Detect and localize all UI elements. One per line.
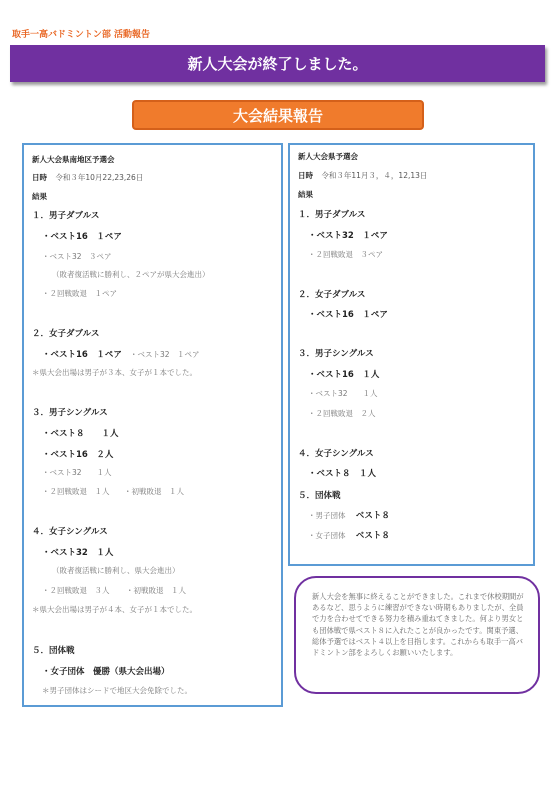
list-item [308,509,390,521]
section-womens-singles: ４．女子シングルス [298,449,374,459]
list-item: ・２回戦敗退 １ペア [42,289,117,298]
list-item: ・ベスト16 １ペア [42,350,122,360]
list-item: ・２回戦敗退 ３ペア [308,250,383,259]
list-item: ・ベスト８ １人 [308,469,377,479]
prefectural-title: 新人大会県予選会 [298,152,358,161]
regional-date [32,172,143,183]
list-item [308,529,390,541]
list-item: ・ベスト16 １ペア [42,232,122,242]
section-mens-singles: ３．男子シングルス [298,349,374,359]
date-value: 令和３年10月22,23,26日 [55,173,144,182]
results-title: 大会結果報告 [132,100,424,130]
list-item: ・ベスト８ １人 [42,429,119,439]
regional-title: 新人大会県南地区予選会 [32,155,115,164]
results-label: 結果 [298,190,313,199]
list-item: ・２回戦敗退 ３人 [42,586,110,595]
section-womens-doubles: ２．女子ダブルス [32,329,100,339]
results-label: 結果 [32,192,47,201]
team-result: ベスト８ [355,511,390,521]
list-item: ・初戦敗退 １人 [124,487,184,496]
list-item: ・ベスト32 ３ペア [42,252,112,261]
list-item: ・ベスト32 １ペア [130,350,200,359]
closing-comment: 新人大会を無事に終えることができました。これまで休校期間があるなど、思うように練習ができない時期もありましたが、全員で力を合わせてできる努力を積み重ねてきました。何より男女とも団体戦で県ベスト８に入れたことが良かったです。関東予選、総体予選ではベスト４以上を目指します。これからも取手一高バドミントン部をよろしくお願いいたします。 [294,576,540,694]
section-team: ５．団体戦 [298,491,341,501]
list-item: ・ベスト32 １人 [42,548,114,558]
list-item: ・女子団体 優勝（県大会出場） [42,667,170,677]
headline-banner: 新人大会が終了しました。 [10,45,545,82]
list-note: （敗者復活戦に勝利し、２ペアが県大会進出） [52,270,210,279]
club-report-header: 取手一高バドミントン部 活動報告 [12,30,150,40]
prefectural-date [298,170,427,181]
list-item: ・ベスト32 １ペア [308,231,388,241]
list-item: ・ベスト32 １人 [42,468,112,477]
date-label: 日時 [298,171,313,180]
team-label: ・男子団体 [308,511,346,520]
list-note: ＊男子団体はシードで地区大会免除でした。 [42,686,192,695]
section-womens-doubles: ２．女子ダブルス [298,290,366,300]
section-womens-singles: ４．女子シングルス [32,527,108,537]
list-note: ＊県大会出場は男子が４本、女子が１本でした。 [32,605,197,614]
section-mens-doubles: １．男子ダブルス [32,211,100,221]
list-item: ・初戦敗退 １人 [126,586,186,595]
list-note: （敗者復活戦に勝利し、県大会進出） [52,566,180,575]
section-mens-doubles: １．男子ダブルス [298,210,366,220]
team-result: ベスト８ [355,531,390,541]
section-mens-singles: ３．男子シングルス [32,408,108,418]
list-item: ・２回戦敗退 ２人 [308,409,376,418]
list-note: ＊県大会出場は男子が３本、女子が１本でした。 [32,368,197,377]
list-item: ・ベスト16 ２人 [42,450,114,460]
list-item: ・ベスト32 １人 [308,389,378,398]
date-value: 令和３年11月３，４，12,13日 [321,171,428,180]
list-item: ・ベスト16 １人 [308,370,380,380]
section-team: ５．団体戦 [32,646,75,656]
list-item: ・ベスト16 １ペア [308,310,388,320]
prefectural-qualifier-box [288,143,535,566]
regional-qualifier-box [22,143,283,707]
team-label: ・女子団体 [308,531,346,540]
date-label: 日時 [32,173,47,182]
list-item: ・２回戦敗退 １人 [42,487,110,496]
